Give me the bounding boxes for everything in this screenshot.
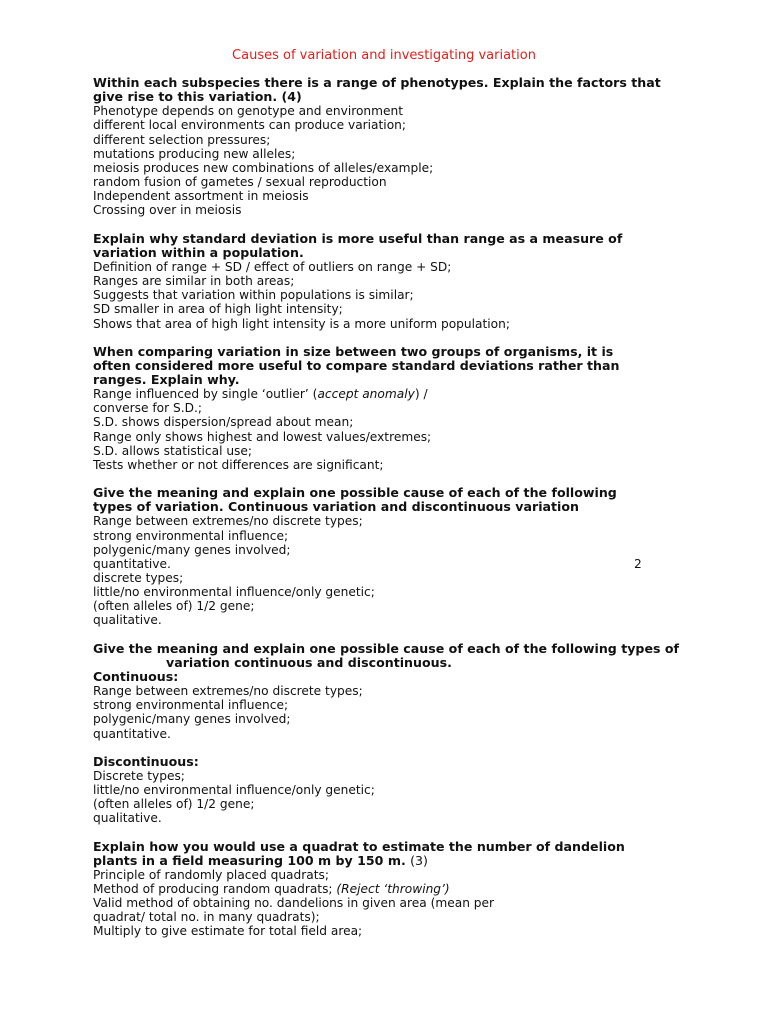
marks: (3) bbox=[410, 852, 428, 868]
answer-line: Valid method of obtaining no. dandelions in given area (mean per bbox=[93, 896, 495, 911]
answer-line: polygenic/many genes involved; bbox=[93, 712, 291, 727]
answer-line: qualitative. bbox=[93, 811, 162, 826]
document-body bbox=[93, 76, 713, 939]
answer-line: polygenic/many genes involved; bbox=[93, 542, 291, 557]
answer-line: strong environmental influence; bbox=[93, 698, 289, 713]
answer-line: S.D. allows statistical use; bbox=[93, 443, 253, 458]
question-text: Give the meaning and explain one possible cause of each of the following types of bbox=[93, 640, 679, 656]
answer-line: different selection pressures; bbox=[93, 132, 271, 147]
answer-line: Suggests that variation within populations is similar; bbox=[93, 288, 414, 303]
question-text: give rise to this variation. (4) bbox=[93, 89, 302, 105]
answer-line: S.D. shows dispersion/spread about mean; bbox=[93, 415, 354, 430]
marks: 2 bbox=[634, 556, 642, 571]
answer-line: discrete types; bbox=[93, 571, 184, 585]
question-text: plants in a field measuring 100 m by 150 m. (3) bbox=[93, 852, 428, 868]
answer-line: little/no environmental influence/only genetic; bbox=[93, 585, 375, 600]
answer-line: mutations producing new alleles; bbox=[93, 146, 296, 161]
answer-line: Multiply to give estimate for total field area; bbox=[93, 924, 363, 939]
answer-line: Crossing over in meiosis bbox=[93, 203, 242, 218]
question-text: Give the meaning and explain one possible cause of each of the following bbox=[93, 485, 617, 501]
document-title: Causes of variation and investigating variation bbox=[232, 48, 536, 63]
answer-line: quadrat/ total no. in many quadrats); bbox=[93, 910, 320, 925]
discontinuous-heading: Discontinuous: bbox=[93, 753, 199, 769]
answer-line: Independent assortment in meiosis bbox=[93, 189, 309, 204]
answer-line: quantitative. bbox=[93, 726, 171, 741]
answer-line: Range influenced by single ‘outlier’ (accept anomaly) / bbox=[93, 387, 428, 402]
answer-line: Range between extremes/no discrete types; bbox=[93, 514, 363, 529]
question-continuous-discontinuous-1 bbox=[93, 486, 713, 628]
answer-line: meiosis produces new combinations of alleles/example; bbox=[93, 160, 434, 175]
answer-line: Principle of randomly placed quadrats; bbox=[93, 867, 329, 882]
answer-line: Definition of range + SD / effect of outliers on range + SD; bbox=[93, 259, 452, 274]
question-text: When comparing variation in size between two groups of organisms, it is bbox=[93, 343, 614, 359]
answer-line: strong environmental influence; bbox=[93, 528, 289, 543]
answer-line: Range between extremes/no discrete types; bbox=[93, 684, 363, 699]
question-quadrat bbox=[93, 840, 713, 939]
question-phenotype-variation bbox=[93, 76, 713, 218]
continuous-heading: Continuous: bbox=[93, 668, 179, 684]
question-text: Within each subspecies there is a range of phenotypes. Explain the factors that bbox=[93, 75, 661, 90]
question-text: variation continuous and discontinuous. bbox=[166, 654, 452, 670]
question-text: variation within a population. bbox=[93, 244, 304, 260]
answer-line: SD smaller in area of high light intensity; bbox=[93, 302, 343, 317]
question-text: ranges. Explain why. bbox=[93, 371, 240, 387]
question-continuous-discontinuous-2 bbox=[93, 642, 713, 826]
answer-line: Method of producing random quadrats; (Reject ‘throwing’) bbox=[93, 881, 450, 896]
answer-line: random fusion of gametes / sexual reproduction bbox=[93, 175, 387, 190]
question-sd-vs-range bbox=[93, 232, 713, 331]
answer-line: qualitative. bbox=[93, 613, 162, 628]
answer-line: Range only shows highest and lowest values/extremes; bbox=[93, 429, 432, 444]
answer-line: little/no environmental influence/only genetic; bbox=[93, 783, 375, 798]
answer-line: different local environments can produce variation; bbox=[93, 118, 406, 133]
answer-line: converse for S.D.; bbox=[93, 401, 202, 416]
answer-line: Discrete types; bbox=[93, 768, 185, 783]
answer-line: (often alleles of) 1/2 gene; bbox=[93, 599, 255, 614]
question-text: Explain why standard deviation is more useful than range as a measure of bbox=[93, 230, 623, 246]
answer-line: Ranges are similar in both areas; bbox=[93, 274, 295, 289]
question-text: often considered more useful to compare standard deviations rather than bbox=[93, 357, 620, 373]
answer-line: Shows that area of high light intensity is a more uniform population; bbox=[93, 316, 510, 331]
question-text: Explain how you would use a quadrat to estimate the number of dandelion bbox=[93, 838, 625, 854]
question-compare-sd bbox=[93, 345, 713, 472]
answer-line: (often alleles of) 1/2 gene; bbox=[93, 797, 255, 812]
answer-line: Phenotype depends on genotype and environment bbox=[93, 104, 403, 119]
answer-line: Tests whether or not differences are significant; bbox=[93, 457, 384, 472]
question-text: types of variation. Continuous variation and discontinuous variation bbox=[93, 499, 579, 515]
marks: (4) bbox=[281, 89, 302, 105]
answer-line: quantitative. 2 bbox=[93, 556, 642, 571]
